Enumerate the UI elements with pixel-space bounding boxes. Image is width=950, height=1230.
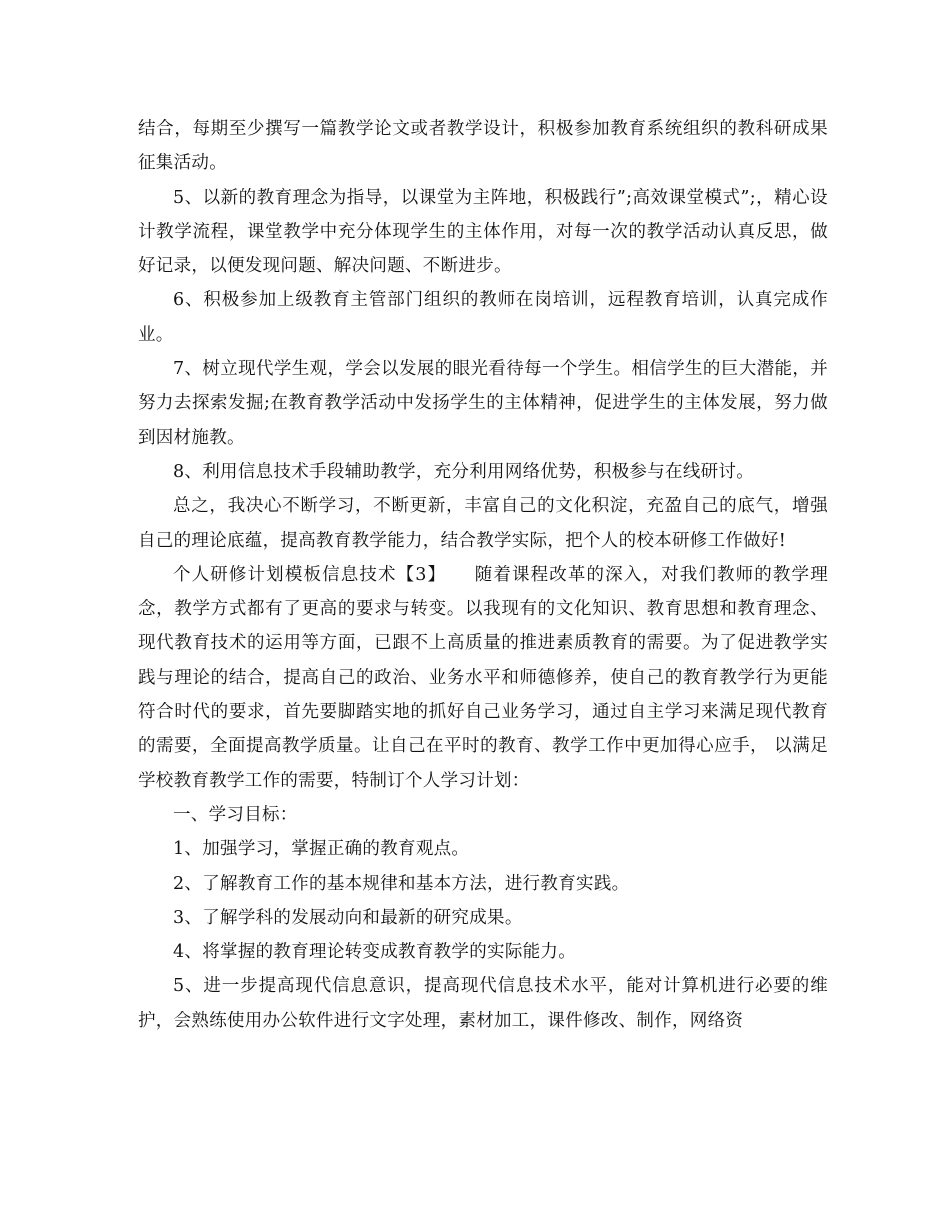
goal-item-1: 1、加强学习，掌握正确的教育观点。 (173, 839, 470, 860)
goal-item-4: 4、将掌握的教育理论转变成教育教学的实际能力。 (173, 942, 577, 963)
goal-item-2: 2、了解教育工作的基本规律和基本方法，进行教育实践。 (173, 873, 630, 894)
paragraph-continuation: 结合，每期至少撰写一篇教学论文或者教学设计，积极参加教育系统组织的教科研成果征集活动。 (138, 119, 828, 174)
paragraph-item-6: 6、积极参加上级教育主管部门组织的教师在岗培训，远程教育培训，认真完成作业。 (138, 290, 828, 345)
goal-item-5: 5、进一步提高现代信息意识，提高现代信息技术水平，能对计算机进行必要的维护，会熟练使用办公软件进行文字处理，素材加工，课件修改、制作，网络资 (138, 976, 828, 1031)
paragraph-summary: 总之，我决心不断学习，不断更新，丰富自己的文化积淀，充盈自己的底气，增强自己的理论底蕴，提高教育教学能力，结合教学实际，把个人的校本研修工作做好! (138, 496, 828, 551)
document-body (138, 112, 828, 1038)
paragraph-item-7: 7、树立现代学生观，学会以发展的眼光看待每一个学生。相信学生的巨大潜能，并努力去探索发掘;在教育教学活动中发扬学生的主体精神，促进学生的主体发展，努力做到因材施教。 (138, 359, 828, 448)
section-heading-goals: 一、学习目标： (173, 804, 298, 825)
paragraph-item-5: 5、以新的教育理念为指导，以课堂为主阵地，积极践行”;高效课堂模式”;，精心设计教学流程，课堂教学中充分体现学生的主体作用，对每一次的教学活动认真反思，做好记录，以便发现问题、解决问题、不断进步。 (138, 187, 828, 277)
paragraph-template-3-intro: 个人研修计划模板信息技术【3】 随着课程改革的深入，对我们教师的教学理念，教学方式都有了更高的要求与转变。以我现有的文化知识、教育思想和教育理念、现代教育技术的运用等方面，已跟不上高质量的推进素质教育的需要。为了促进教学实践与理论的结合，提高自己的政治、业务水平和师德修养，使自己的教育教学行为更能符合时代的要求，首先要脚踏实地的抓好自己业务学习，通过自主学习来满足现代教育的需要，全面提高教学质量。让自己在平时的教育、教学工作中更加得心应手， 以满足学校教育教学工作的需要，特制订个人学习计划： (138, 564, 828, 791)
goal-item-3: 3、了解学科的发展动向和最新的研究成果。 (173, 907, 523, 928)
paragraph-item-8: 8、利用信息技术手段辅助教学，充分利用网络优势，积极参与在线研讨。 (173, 461, 755, 482)
